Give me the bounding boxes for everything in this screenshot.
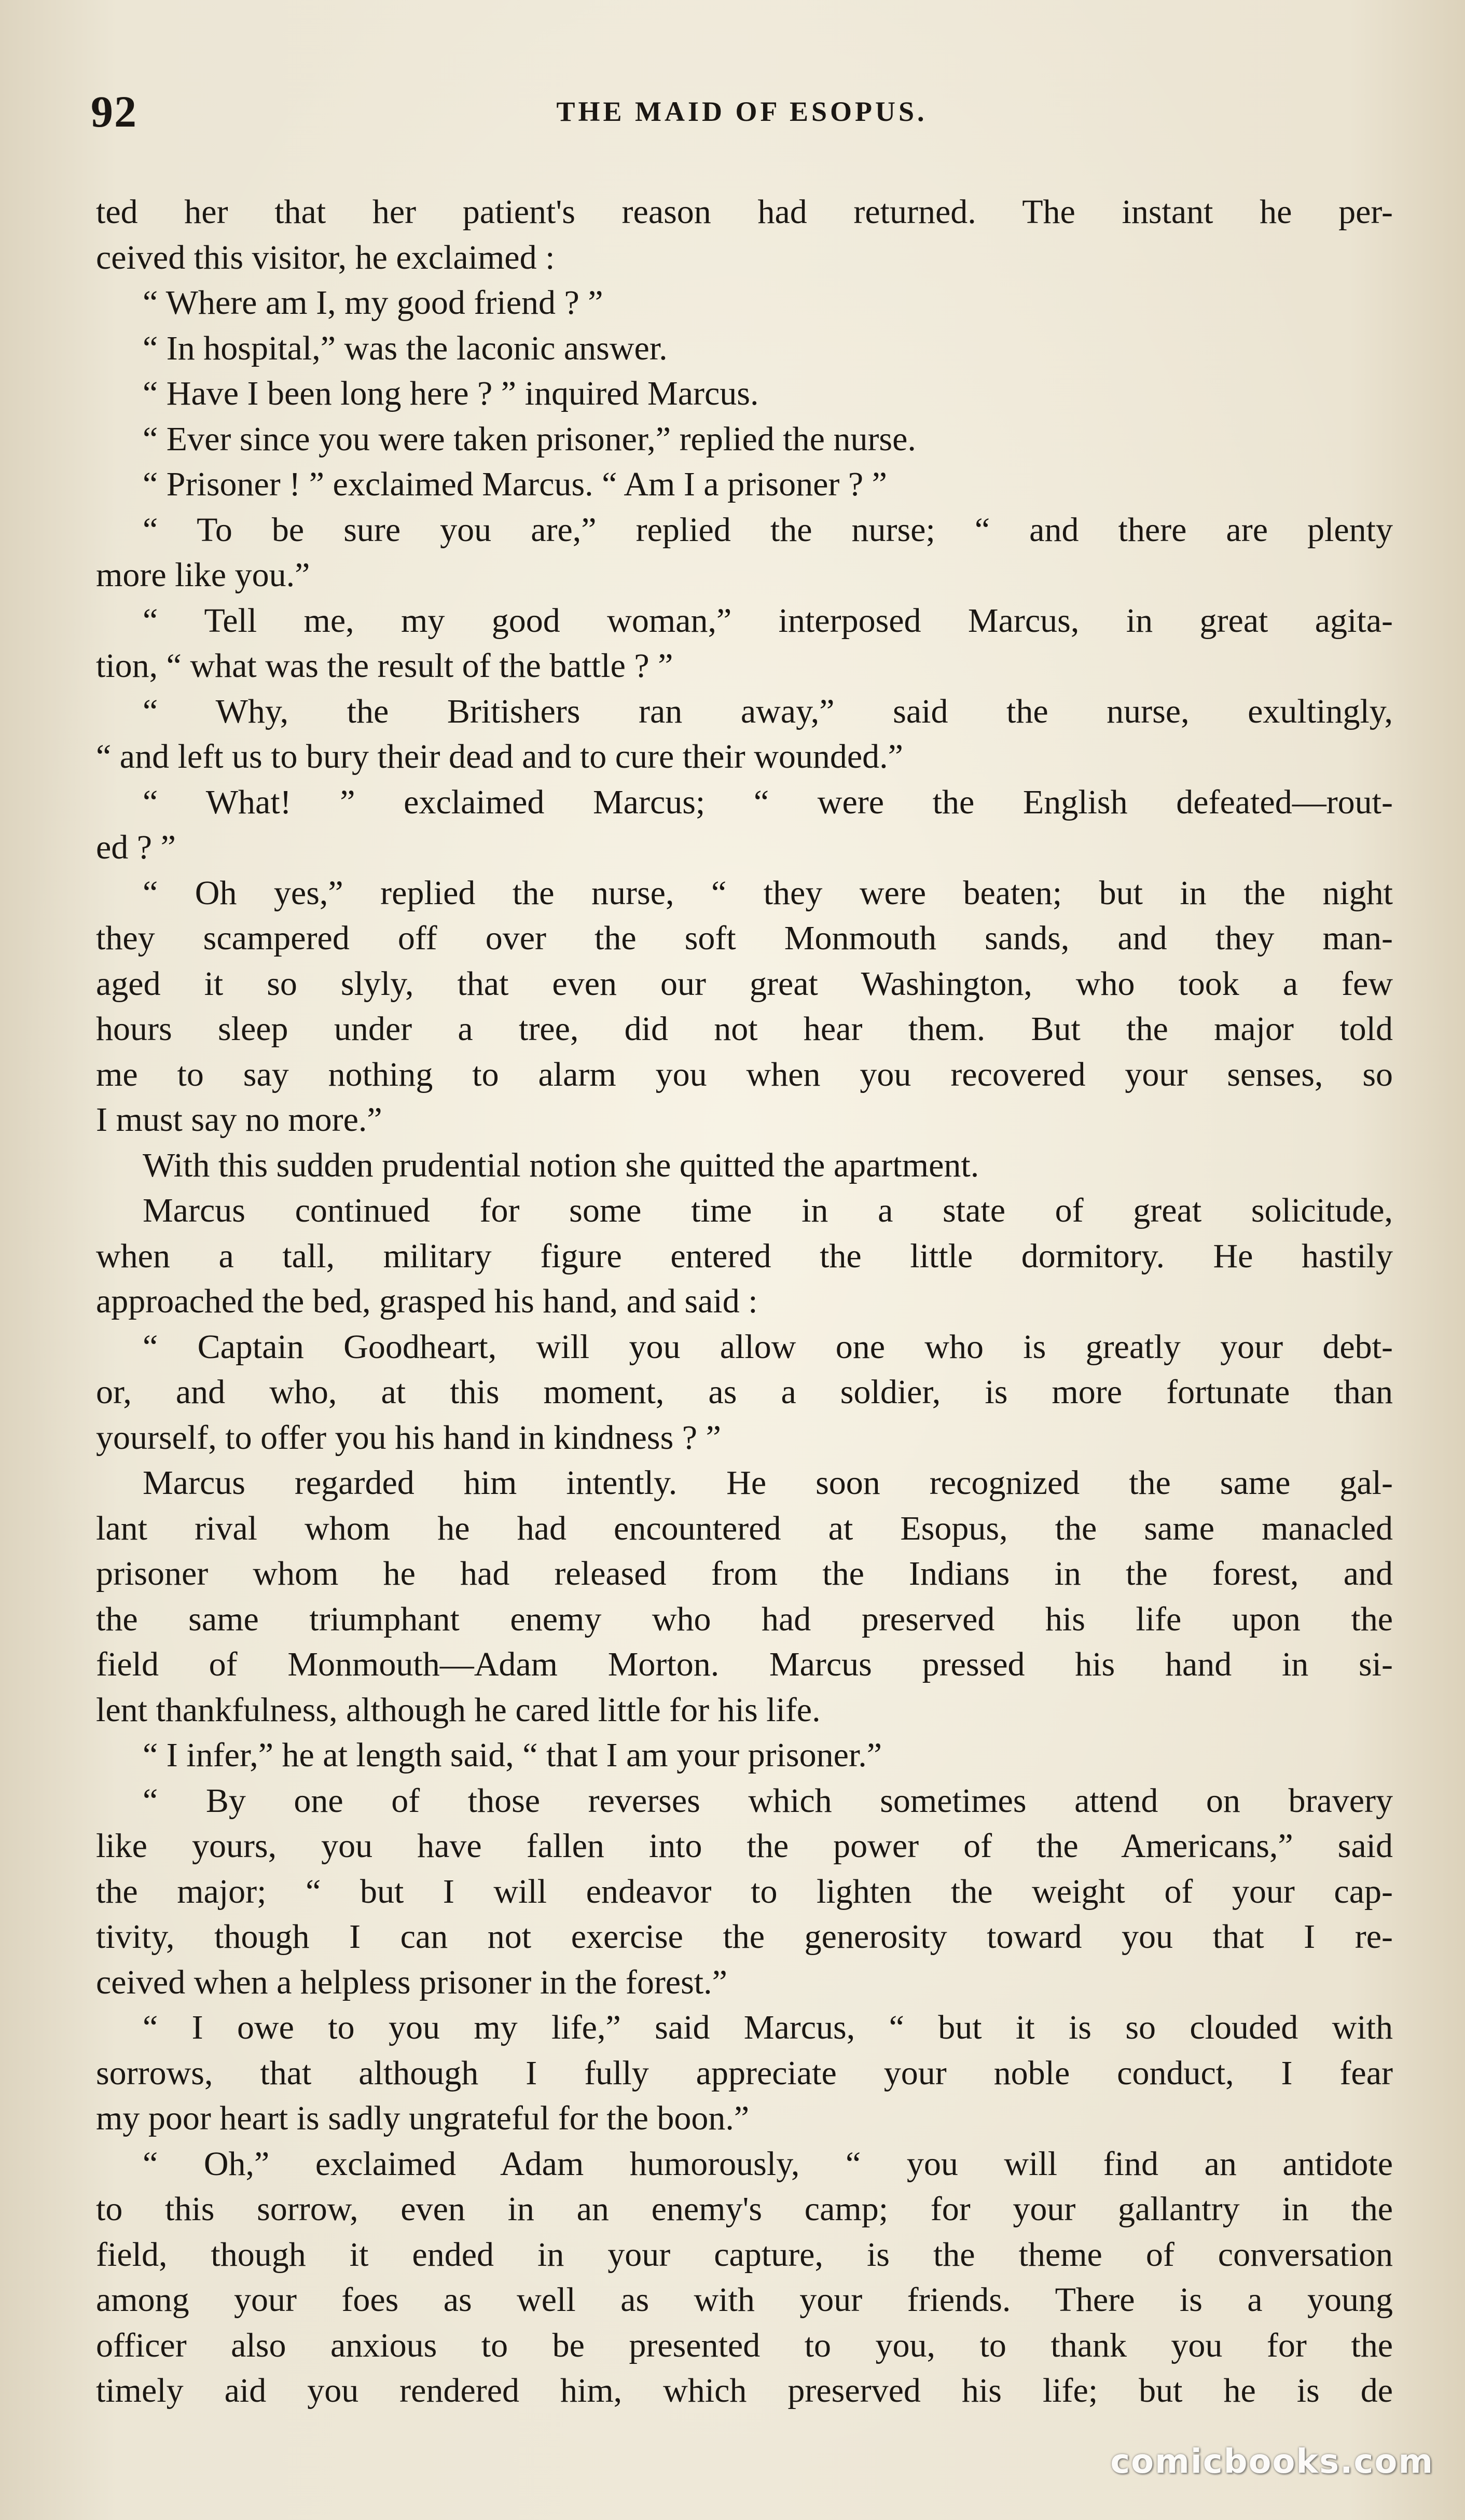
text-line: “ Oh yes,” replied the nurse, “ they were beaten; but in the night bbox=[143, 874, 1393, 912]
text-line: more like you.” bbox=[96, 556, 310, 594]
text-line: “ and left us to bury their dead and to cure their wounded.” bbox=[96, 738, 903, 776]
text-line: With this sudden prudential notion she quitted the apartment. bbox=[143, 1146, 979, 1184]
text-line: “ I owe to you my life,” said Marcus, “ but it is so clouded with bbox=[143, 2009, 1393, 2046]
text-line: approached the bed, grasped his hand, and said : bbox=[96, 1282, 758, 1320]
text-line: sorrows, that although I fully appreciate your noble conduct, I fear bbox=[96, 2054, 1393, 2092]
text-line: ceived when a helpless prisoner in the forest.” bbox=[96, 1963, 727, 2001]
text-line: my poor heart is sadly ungrateful for the boon.” bbox=[96, 2099, 750, 2137]
text-line: to this sorrow, even in an enemy's camp; for your gallantry in the bbox=[96, 2190, 1393, 2228]
text-line: me to say nothing to alarm you when you recovered your senses, so bbox=[96, 1055, 1393, 1093]
text-line: “ To be sure you are,” replied the nurse; “ and there are plenty bbox=[143, 510, 1393, 549]
text-line: yourself, to offer you his hand in kindness ? ” bbox=[96, 1418, 721, 1457]
text-line: field, though it ended in your capture, is the theme of conversation bbox=[96, 2235, 1393, 2274]
text-line: “ Prisoner ! ” exclaimed Marcus. “ Am I a prisoner ? ” bbox=[143, 465, 887, 503]
text-line: “ Why, the Britishers ran away,” said the nurse, exultingly, bbox=[143, 692, 1393, 730]
text-line: tivity, though I can not exercise the generosity toward you that I re- bbox=[96, 1918, 1393, 1956]
text-line: “ Have I been long here ? ” inquired Marcus. bbox=[143, 375, 759, 412]
text-line: lent thankfulness, although he cared little for his life. bbox=[96, 1691, 821, 1729]
text-line: “ Oh,” exclaimed Adam humorously, “ you will find an antidote bbox=[143, 2144, 1393, 2183]
text-line: “ What! ” exclaimed Marcus; “ were the English defeated—rout- bbox=[143, 783, 1393, 821]
text-line: the same triumphant enemy who had preserved his life upon the bbox=[96, 1600, 1393, 1638]
text-line: “ I infer,” he at length said, “ that I am your prisoner.” bbox=[143, 1736, 882, 1774]
text-line: “ Where am I, my good friend ? ” bbox=[143, 284, 603, 322]
text-line: I must say no more.” bbox=[96, 1101, 382, 1139]
watermark: comicbooks.com bbox=[1110, 2443, 1434, 2481]
body-text bbox=[96, 189, 1393, 2414]
running-head: THE MAID OF ESOPUS. bbox=[556, 96, 928, 127]
text-line: lant rival whom he had encountered at Esopus, the same manacled bbox=[96, 1509, 1393, 1547]
text-line: aged it so slyly, that even our great Washington, who took a few bbox=[96, 964, 1393, 1003]
text-line: timely aid you rendered him, which preserved his life; but he is de bbox=[96, 2372, 1393, 2410]
text-line: the major; “ but I will endeavor to lighten the weight of your cap- bbox=[96, 1872, 1393, 1910]
text-line: “ By one of those reverses which sometimes attend on bravery bbox=[143, 1781, 1393, 1820]
text-line: tion, “ what was the result of the battle ? ” bbox=[96, 647, 673, 685]
text-line: prisoner whom he had released from the Indians in the forest, and bbox=[96, 1555, 1393, 1593]
text-line: when a tall, military figure entered the little dormitory. He hastily bbox=[96, 1237, 1393, 1275]
text-line: among your foes as well as with your friends. There is a young bbox=[96, 2281, 1393, 2319]
text-line: field of Monmouth—Adam Morton. Marcus pressed his hand in si- bbox=[96, 1645, 1393, 1683]
text-line: “ Captain Goodheart, will you allow one who is greatly your debt- bbox=[143, 1327, 1393, 1366]
text-line: like yours, you have fallen into the power of the Americans,” said bbox=[96, 1827, 1393, 1865]
text-line: ted her that her patient's reason had returned. The instant he per- bbox=[96, 193, 1393, 231]
text-line: “ Ever since you were taken prisoner,” replied the nurse. bbox=[143, 420, 916, 458]
text-line: Marcus continued for some time in a state of great solicitude, bbox=[143, 1192, 1393, 1229]
text-line: they scampered off over the soft Monmouth sands, and they man- bbox=[96, 919, 1393, 957]
text-line: hours sleep under a tree, did not hear them. But the major told bbox=[96, 1010, 1393, 1048]
text-line: “ In hospital,” was the laconic answer. bbox=[143, 329, 668, 367]
text-line: ed ? ” bbox=[96, 828, 176, 866]
text-line: “ Tell me, my good woman,” interposed Marcus, in great agita- bbox=[143, 601, 1393, 640]
text-line: Marcus regarded him intently. He soon recognized the same gal- bbox=[143, 1464, 1393, 1502]
page-number: 92 bbox=[91, 87, 137, 136]
text-line: or, and who, at this moment, as a soldier, is more fortunate than bbox=[96, 1373, 1393, 1411]
page-header bbox=[91, 83, 1393, 140]
text-line: officer also anxious to be presented to you, to thank you for the bbox=[96, 2326, 1393, 2364]
text-line: ceived this visitor, he exclaimed : bbox=[96, 238, 555, 276]
